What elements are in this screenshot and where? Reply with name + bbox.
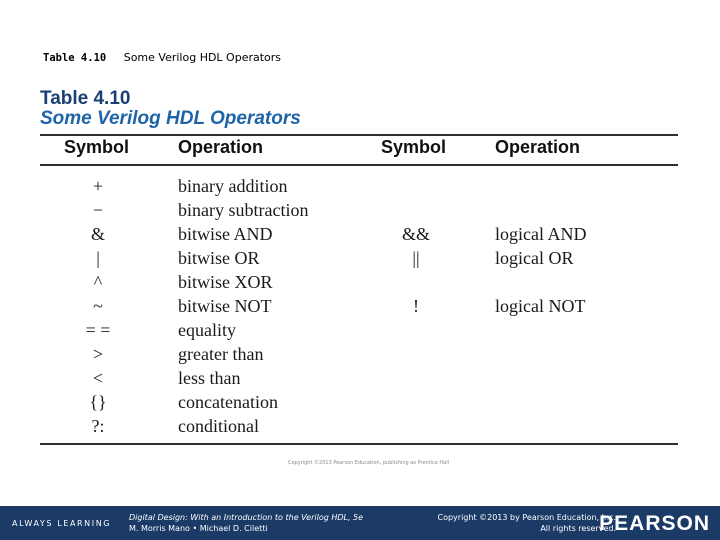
footer-authors: M. Morris Mano • Michael D. Ciletti (129, 524, 268, 533)
symbol-cell: − (92, 200, 104, 220)
footer-tagline: ALWAYS LEARNING (12, 519, 112, 528)
symbol-cell: + (92, 176, 104, 196)
table-row (0, 390, 720, 414)
operation-cell: logical NOT (495, 296, 586, 316)
table-row (0, 222, 720, 246)
table-row (0, 198, 720, 222)
table-row (0, 270, 720, 294)
symbol-cell: ^ (93, 272, 103, 292)
table-header-rule (40, 164, 678, 166)
table-top-rule (40, 134, 678, 136)
symbol-cell: || (412, 248, 420, 268)
symbol-cell: < (92, 368, 104, 388)
operation-cell: less than (178, 368, 241, 388)
symbol-cell: = = (85, 320, 111, 340)
table-heading-number: Table 4.10 (40, 88, 131, 109)
operation-cell: binary subtraction (178, 200, 309, 220)
table-row (0, 342, 720, 366)
operation-cell: bitwise OR (178, 248, 260, 268)
table-row (0, 174, 720, 198)
pearson-logo: PEARSON (599, 512, 710, 535)
slide-table-caption: Some Verilog HDL Operators (123, 51, 282, 64)
operation-cell: conditional (178, 416, 259, 436)
symbol-cell: > (92, 344, 104, 364)
symbol-cell: | (96, 248, 100, 268)
operation-cell: logical AND (495, 224, 587, 244)
table-row (0, 414, 720, 438)
operation-cell: bitwise XOR (178, 272, 273, 292)
column-header-operation-2: Operation (495, 137, 581, 157)
operation-cell: greater than (178, 344, 264, 364)
footer-copyright-line1: Copyright ©2013 by Pearson Education, Inc. (437, 513, 616, 522)
operation-cell: equality (178, 320, 236, 340)
column-header-symbol-2: Symbol (381, 137, 447, 157)
footer-book-title: Digital Design: With an Introduction to the Verilog HDL, 5e (129, 513, 364, 522)
table-body (0, 174, 720, 438)
table-row (0, 294, 720, 318)
table-row (0, 366, 720, 390)
slide-table-number: Table 4.10 (43, 52, 107, 64)
column-header-symbol-1: Symbol (64, 137, 130, 157)
table-row (0, 318, 720, 342)
footer-copyright (437, 512, 616, 534)
symbol-cell: ~ (93, 296, 103, 316)
slide-title (43, 51, 281, 64)
operation-cell: logical OR (495, 248, 574, 268)
symbol-cell: ?: (91, 416, 105, 436)
symbol-cell: ! (413, 296, 419, 316)
operation-cell: concatenation (178, 392, 278, 412)
symbol-cell: & (90, 224, 105, 244)
table-heading-title: Some Verilog HDL Operators (40, 108, 301, 129)
table-bottom-rule (40, 443, 678, 445)
footer-copyright-line2: All rights reserved. (540, 524, 616, 533)
operation-cell: binary addition (178, 176, 288, 196)
symbol-cell: {} (89, 392, 107, 412)
column-header-operation-1: Operation (178, 137, 264, 157)
footer-book-info (129, 512, 363, 534)
table-row (0, 246, 720, 270)
figure-copyright: Copyright ©2013 Pearson Education, publishing as Prentice Hall (288, 460, 449, 466)
footer-bar (0, 506, 720, 540)
operation-cell: bitwise NOT (178, 296, 272, 316)
symbol-cell: && (401, 224, 430, 244)
operation-cell: bitwise AND (178, 224, 273, 244)
